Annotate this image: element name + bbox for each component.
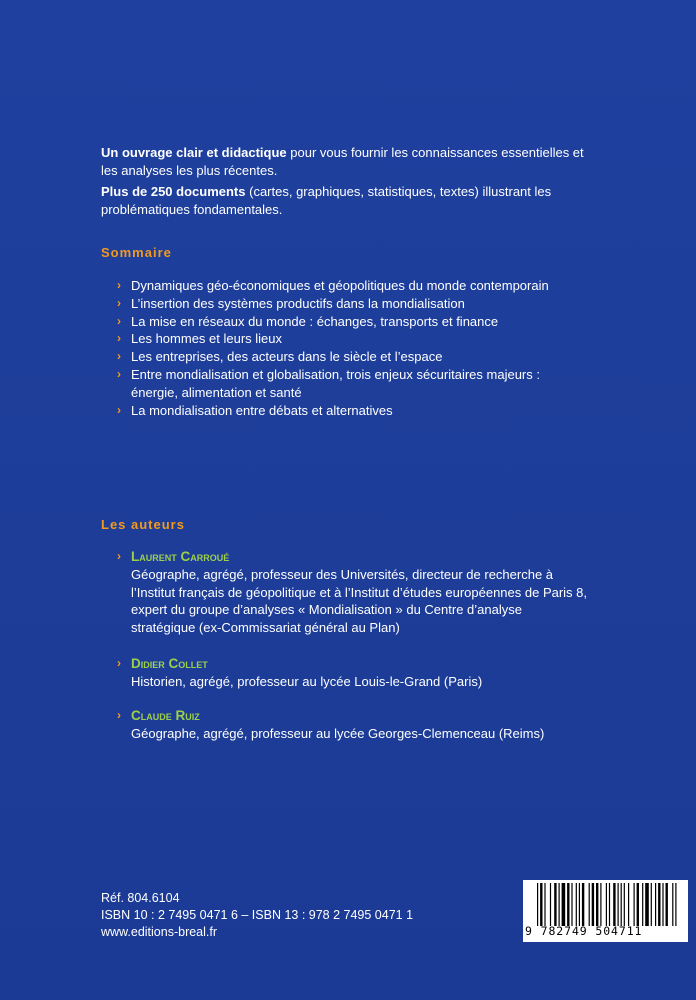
- website-link[interactable]: www.editions-breal.fr: [101, 925, 218, 939]
- author-name: [117, 707, 587, 725]
- isbn: ISBN 10 : 2 7495 0471 6 – ISBN 13 : 978 2 7495 0471 1: [101, 908, 414, 922]
- sommaire-item: [117, 313, 577, 331]
- sommaire-item: [117, 402, 577, 420]
- chevron-right-icon: ›: [117, 278, 121, 292]
- barcode: [523, 880, 688, 942]
- reference: Réf. 804.6104: [101, 891, 180, 905]
- chevron-right-icon: ›: [117, 549, 121, 563]
- chevron-right-icon: ›: [117, 331, 121, 346]
- sommaire-heading: Sommaire: [101, 245, 172, 260]
- chevron-right-icon: ›: [117, 349, 121, 364]
- sommaire-item-text: Les hommes et leurs lieux: [131, 331, 283, 347]
- sommaire-item: [117, 366, 577, 402]
- intro-bold-2: Plus de 250 documents: [101, 184, 246, 199]
- barcode-number: 9 782749 504711: [525, 924, 643, 938]
- intro-paragraph-2: [101, 183, 591, 219]
- author-name: [117, 655, 587, 673]
- intro-text-2: (cartes, graphiques, statistiques, textes) illustrant les problématiques fondamentales.: [101, 184, 552, 217]
- author-name-text: Laurent Carroué: [131, 549, 230, 564]
- author-name-text: Claude Ruiz: [131, 708, 200, 723]
- author-bio: Historien, agrégé, professeur au lycée Louis-le-Grand (Paris): [131, 673, 483, 689]
- sommaire-item-text: L’insertion des systèmes productifs dans la mondialisation: [131, 295, 465, 311]
- sommaire-item-text: Entre mondialisation et globalisation, trois enjeux sécuritaires majeurs : énergie, alimentation et santé: [131, 366, 540, 400]
- barcode-bars-icon: [537, 883, 685, 926]
- author-bio: Géographe, agrégé, professeur des Universités, directeur de recherche à l’Institut français de géopolitique et à l’Institut d’études européennes de Paris 8, expert du groupe d’analyses « Mondialisation » du Centre d’analyse stratégique (ex-Commissariat général au Plan): [131, 566, 588, 636]
- intro-bold-1: Un ouvrage clair et didactique: [101, 145, 287, 160]
- chevron-right-icon: ›: [117, 313, 121, 328]
- intro-text-1: pour vous fournir les connaissances essentielles et les analyses les plus récentes.: [101, 145, 584, 178]
- sommaire-item-text: Dynamiques géo-économiques et géopolitiques du monde contemporain: [131, 278, 549, 293]
- sommaire-item: [117, 295, 577, 313]
- chevron-right-icon: ›: [117, 656, 121, 670]
- intro-paragraph-1: [101, 144, 591, 180]
- auteurs-heading: Les auteurs: [101, 517, 185, 532]
- chevron-right-icon: ›: [117, 708, 121, 722]
- author-name: [117, 548, 587, 566]
- intro: [101, 144, 591, 222]
- sommaire-item: [117, 277, 577, 295]
- sommaire-list: [117, 277, 577, 419]
- chevron-right-icon: ›: [117, 402, 121, 417]
- chevron-right-icon: ›: [117, 366, 121, 381]
- footer: [101, 890, 413, 941]
- author-entry: [117, 707, 587, 743]
- sommaire-item: [117, 348, 577, 366]
- author-bio: Géographe, agrégé, professeur au lycée Georges-Clemenceau (Reims): [131, 725, 545, 741]
- sommaire-item: [117, 330, 577, 348]
- author-entry: [117, 655, 587, 691]
- author-entry: [117, 548, 587, 637]
- author-name-text: Didier Collet: [131, 656, 208, 671]
- sommaire-item-text: Les entreprises, des acteurs dans le siècle et l’espace: [131, 349, 443, 365]
- sommaire-item-text: La mondialisation entre débats et alternatives: [131, 402, 393, 418]
- sommaire-item-text: La mise en réseaux du monde : échanges, transports et finance: [131, 313, 499, 329]
- chevron-right-icon: ›: [117, 295, 121, 310]
